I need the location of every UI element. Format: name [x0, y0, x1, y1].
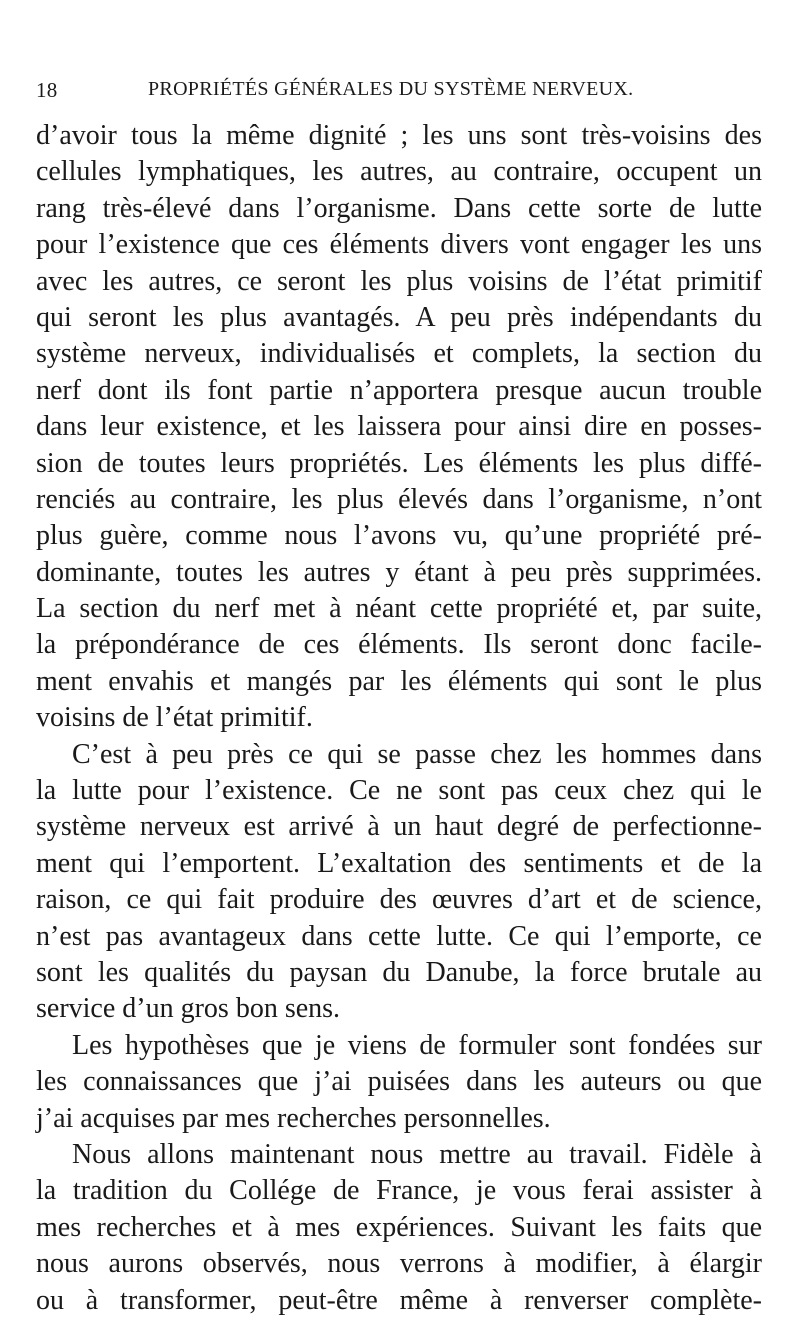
- text-line: sion de toutes leurs propriétés. Les éléments les plus diffé-: [36, 447, 762, 479]
- text-line: nous aurons observés, nous verrons à modifier, à élargir: [36, 1248, 762, 1280]
- running-title: PROPRIÉTÉS GÉNÉRALES DU SYSTÈME NERVEUX.: [148, 78, 634, 100]
- text-line: Les hypothèses que je viens de formuler sont fondées sur: [72, 1029, 762, 1061]
- text-line: d’avoir tous la même dignité ; les uns sont très-voisins des: [36, 120, 762, 151]
- text-line: j’ai acquises par mes recherches personnelles.: [36, 1102, 551, 1134]
- text-line: pour l’existence que ces éléments divers vont engager les uns: [36, 229, 762, 261]
- page-number: 18: [36, 78, 58, 102]
- text-line: dans leur existence, et les laissera pour ainsi dire en posses-: [36, 411, 762, 443]
- text-line: cellules lymphatiques, les autres, au contraire, occupent un: [36, 156, 762, 188]
- text-line: nerf dont ils font partie n’apportera presque aucun trouble: [36, 374, 762, 406]
- text-line: qui seront les plus avantagés. A peu près indépendants du: [36, 301, 762, 333]
- text-line: voisins de l’état primitif.: [36, 702, 313, 734]
- text-line: ou à transformer, peut-être même à renverser complète-: [36, 1284, 762, 1316]
- text-line: C’est à peu près ce qui se passe chez les hommes dans: [72, 738, 762, 770]
- text-line: mes recherches et à mes expériences. Suivant les faits que: [36, 1211, 762, 1243]
- text-line: La section du nerf met à néant cette propriété et, par suite,: [36, 593, 762, 625]
- text-line: raison, ce qui fait produire des œuvres d’art et de science,: [36, 884, 762, 916]
- body-text: [36, 118, 762, 1319]
- running-head: [36, 78, 762, 108]
- text-line: système nerveux est arrivé à un haut degré de perfectionne-: [36, 811, 762, 843]
- text-line: la tradition du Collége de France, je vous ferai assister à: [36, 1175, 762, 1207]
- text-line: service d’un gros bon sens.: [36, 993, 341, 1025]
- text-line: Nous allons maintenant nous mettre au travail. Fidèle à: [72, 1138, 762, 1170]
- text-line: ment envahis et mangés par les éléments qui sont le plus: [36, 665, 762, 697]
- text-line: la prépondérance de ces éléments. Ils seront donc facile-: [36, 629, 762, 661]
- text-line: renciés au contraire, les plus élevés dans l’organisme, n’ont: [36, 483, 762, 515]
- text-line: avec les autres, ce seront les plus voisins de l’état primitif: [36, 265, 762, 297]
- text-line: les connaissances que j’ai puisées dans les auteurs ou que: [36, 1066, 762, 1098]
- text-line: n’est pas avantageux dans cette lutte. Ce qui l’emporte, ce: [36, 920, 762, 952]
- text-line: la lutte pour l’existence. Ce ne sont pas ceux chez qui le: [36, 775, 762, 807]
- text-line: rang très-élevé dans l’organisme. Dans cette sorte de lutte: [36, 192, 762, 224]
- text-line: système nerveux, individualisés et complets, la section du: [36, 338, 762, 370]
- text-line: ment qui l’emportent. L’exaltation des sentiments et de la: [36, 847, 762, 879]
- text-line: dominante, toutes les autres y étant à peu près supprimées.: [36, 556, 762, 588]
- text-line: sont les qualités du paysan du Danube, la force brutale au: [36, 956, 762, 988]
- text-line: plus guère, comme nous l’avons vu, qu’une propriété pré-: [36, 520, 762, 552]
